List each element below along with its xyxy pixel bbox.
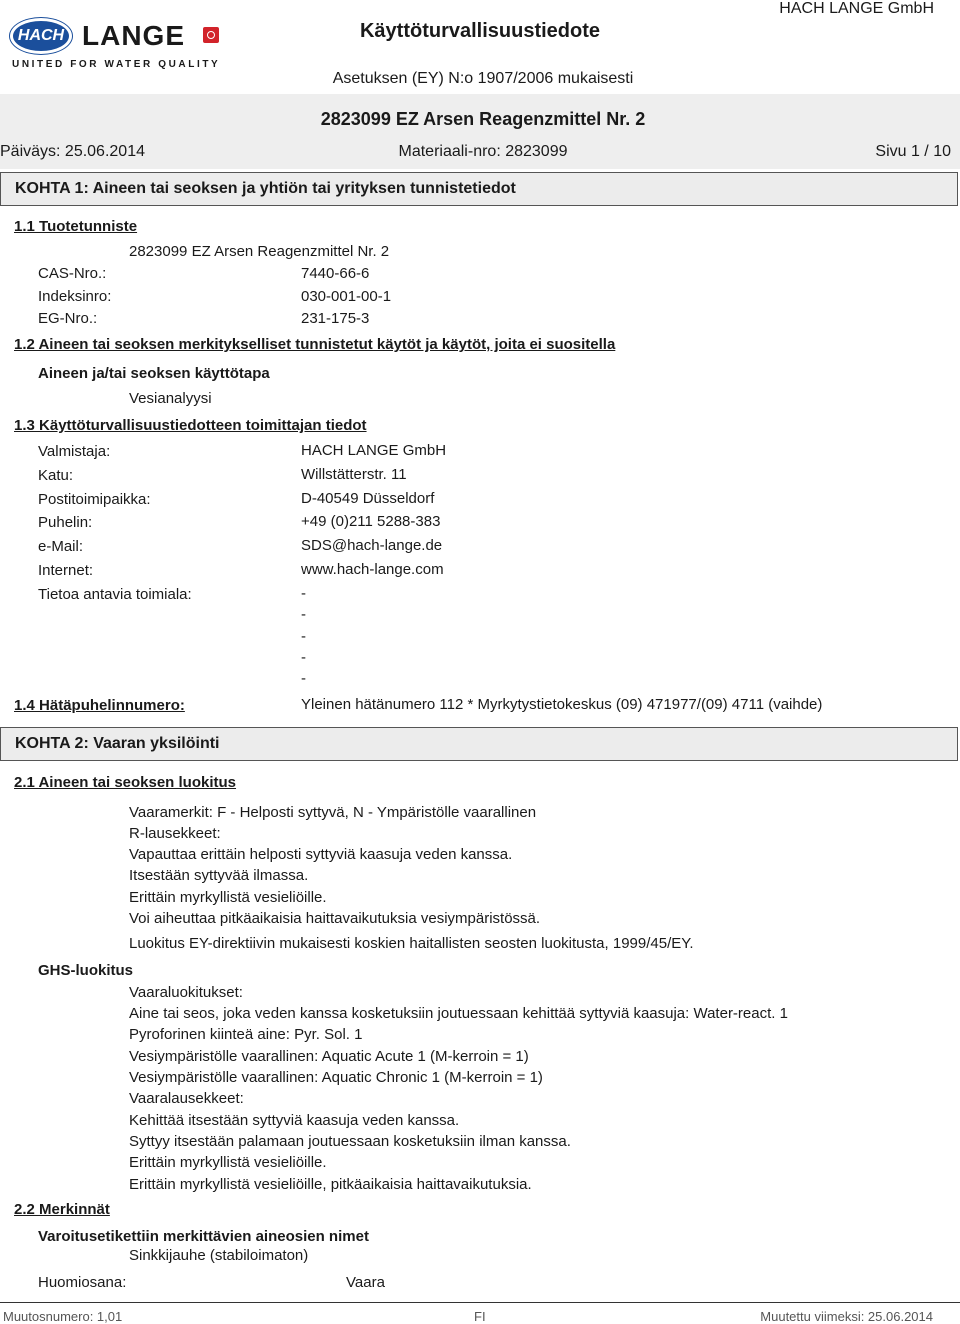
classification-line: R-lausekkeet: bbox=[129, 825, 221, 842]
brand-name: HACH bbox=[17, 27, 65, 44]
classification-line: Vaaramerkit: F - Helposti syttyvä, N - Ympäristölle vaarallinen bbox=[129, 804, 537, 821]
subsection-1-2-heading: 1.2 Aineen tai seoksen merkitykselliset tunnistetut käytöt ja käytöt, joita ei suositella bbox=[14, 336, 616, 353]
phone-label: Puhelin: bbox=[38, 514, 93, 531]
subsection-1-4-heading: 1.4 Hätäpuhelinnumero: bbox=[14, 697, 185, 714]
info-value: - bbox=[301, 585, 306, 602]
info-value: - bbox=[301, 649, 306, 666]
ghs-heading: GHS-luokitus bbox=[38, 962, 134, 979]
document-title: Käyttöturvallisuustiedote bbox=[359, 20, 601, 42]
revision-number: Muutosnumero: 1,01 bbox=[3, 1309, 123, 1324]
ghs-line: Pyroforinen kiinteä aine: Pyr. Sol. 1 bbox=[129, 1026, 363, 1043]
city-value: D-40549 Düsseldorf bbox=[301, 490, 435, 507]
regulation-line: Asetuksen (EY) N:o 1907/2006 mukaisesti bbox=[332, 70, 634, 87]
label-components-value: Sinkkijauhe (stabiloimaton) bbox=[129, 1247, 309, 1264]
info-label: Tietoa antavia toimiala: bbox=[38, 586, 192, 603]
phone-value: +49 (0)211 5288-383 bbox=[301, 513, 441, 530]
lange-wordmark: LANGE bbox=[82, 20, 185, 51]
section-2-title: KOHTA 2: Vaaran yksilöinti bbox=[15, 735, 220, 752]
use-heading: Aineen ja/tai seoksen käyttötapa bbox=[38, 365, 270, 382]
signal-word-value: Vaara bbox=[346, 1274, 385, 1291]
company-name: HACH LANGE GmbH bbox=[779, 0, 934, 17]
signal-word-label: Huomiosana: bbox=[38, 1274, 127, 1291]
eg-value: 231-175-3 bbox=[301, 310, 370, 327]
street-label: Katu: bbox=[38, 467, 74, 484]
product-title: 2823099 EZ Arsen Reagenzmittel Nr. 2 bbox=[320, 109, 646, 129]
classification-line: Voi aiheuttaa pitkäaikaisia haittavaikutuksia vesiympäristössä. bbox=[129, 910, 541, 927]
index-label: Indeksinro: bbox=[38, 288, 112, 305]
ghs-line: Erittäin myrkyllistä vesieliöille, pitkäaikaisia haittavaikutuksia. bbox=[129, 1176, 532, 1193]
ghs-line: Vesiympäristölle vaarallinen: Aquatic Acute 1 (M-kerroin = 1) bbox=[129, 1048, 529, 1065]
last-modified: Muutettu viimeksi: 25.06.2014 bbox=[760, 1309, 933, 1324]
street-value: Willstätterstr. 11 bbox=[301, 466, 407, 483]
classification-line: Itsestään syttyvää ilmassa. bbox=[129, 867, 309, 884]
subsection-1-1-heading: 1.1 Tuotetunniste bbox=[14, 218, 138, 235]
tagline: UNITED FOR WATER QUALITY bbox=[12, 59, 221, 70]
info-value: - bbox=[301, 628, 306, 645]
city-label: Postitoimipaikka: bbox=[38, 491, 151, 508]
ghs-line: Erittäin myrkyllistä vesieliöille. bbox=[129, 1154, 327, 1171]
ghs-line: Vaaraluokitukset: bbox=[129, 984, 243, 1001]
ghs-line: Vaaralausekkeet: bbox=[129, 1090, 244, 1107]
email-label: e-Mail: bbox=[38, 538, 84, 555]
material-number: Materiaali-nro: 2823099 bbox=[398, 143, 568, 160]
internet-label: Internet: bbox=[38, 562, 94, 579]
eg-label: EG-Nro.: bbox=[38, 310, 98, 327]
info-value: - bbox=[301, 606, 306, 623]
section-2-header bbox=[0, 727, 958, 761]
classification-line: Vapauttaa erittäin helposti syttyviä kaasuja veden kanssa. bbox=[129, 846, 513, 863]
classification-line: Erittäin myrkyllistä vesieliöille. bbox=[129, 889, 327, 906]
manufacturer-label: Valmistaja: bbox=[38, 443, 111, 460]
subsection-2-2-heading: 2.2 Merkinnät bbox=[14, 1201, 110, 1218]
language-code: FI bbox=[474, 1309, 486, 1324]
use-value: Vesianalyysi bbox=[129, 390, 212, 407]
cas-label: CAS-Nro.: bbox=[38, 265, 107, 282]
emergency-number: Yleinen hätänumero 112 * Myrkytystietokeskus (09) 471977/(09) 4711 (vaihde) bbox=[301, 696, 823, 713]
page-number: Sivu 1 / 10 bbox=[875, 143, 951, 160]
cas-value: 7440-66-6 bbox=[301, 265, 370, 282]
ghs-line: Syttyy itsestään palamaan joutuessaan kosketuksiin ilman kanssa. bbox=[129, 1133, 571, 1150]
info-value: - bbox=[301, 670, 306, 687]
subsection-2-1-heading: 2.1 Aineen tai seoksen luokitus bbox=[14, 774, 237, 791]
email-value[interactable]: SDS@hach-lange.de bbox=[301, 537, 443, 554]
subsection-1-3-heading: 1.3 Käyttöturvallisuustiedotteen toimittajan tiedot bbox=[14, 417, 367, 434]
issue-date: Päiväys: 25.06.2014 bbox=[0, 143, 145, 160]
manufacturer-value: HACH LANGE GmbH bbox=[301, 442, 447, 459]
internet-value[interactable]: www.hach-lange.com bbox=[301, 561, 444, 578]
label-components-heading: Varoitusetikettiin merkittävien aineosien nimet bbox=[38, 1228, 369, 1245]
ghs-line: Vesiympäristölle vaarallinen: Aquatic Chronic 1 (M-kerroin = 1) bbox=[129, 1069, 543, 1086]
section-1-title: KOHTA 1: Aineen tai seoksen ja yhtiön tai yrityksen tunnistetiedot bbox=[15, 180, 516, 197]
ghs-line: Kehittää itsestään syttyviä kaasuja veden kanssa. bbox=[129, 1112, 460, 1129]
section-1-header bbox=[0, 172, 958, 206]
product-identifier: 2823099 EZ Arsen Reagenzmittel Nr. 2 bbox=[129, 243, 390, 260]
footer-divider bbox=[0, 1302, 960, 1303]
directive-note: Luokitus EY-direktiivin mukaisesti koskien haitallisten seosten luokitusta, 1999/45/EY. bbox=[129, 935, 694, 952]
index-value: 030-001-00-1 bbox=[301, 288, 392, 305]
ghs-line: Aine tai seos, joka veden kanssa kosketuksiin joutuessaan kehittää syttyviä kaasuja: Water-react. 1 bbox=[129, 1005, 788, 1022]
